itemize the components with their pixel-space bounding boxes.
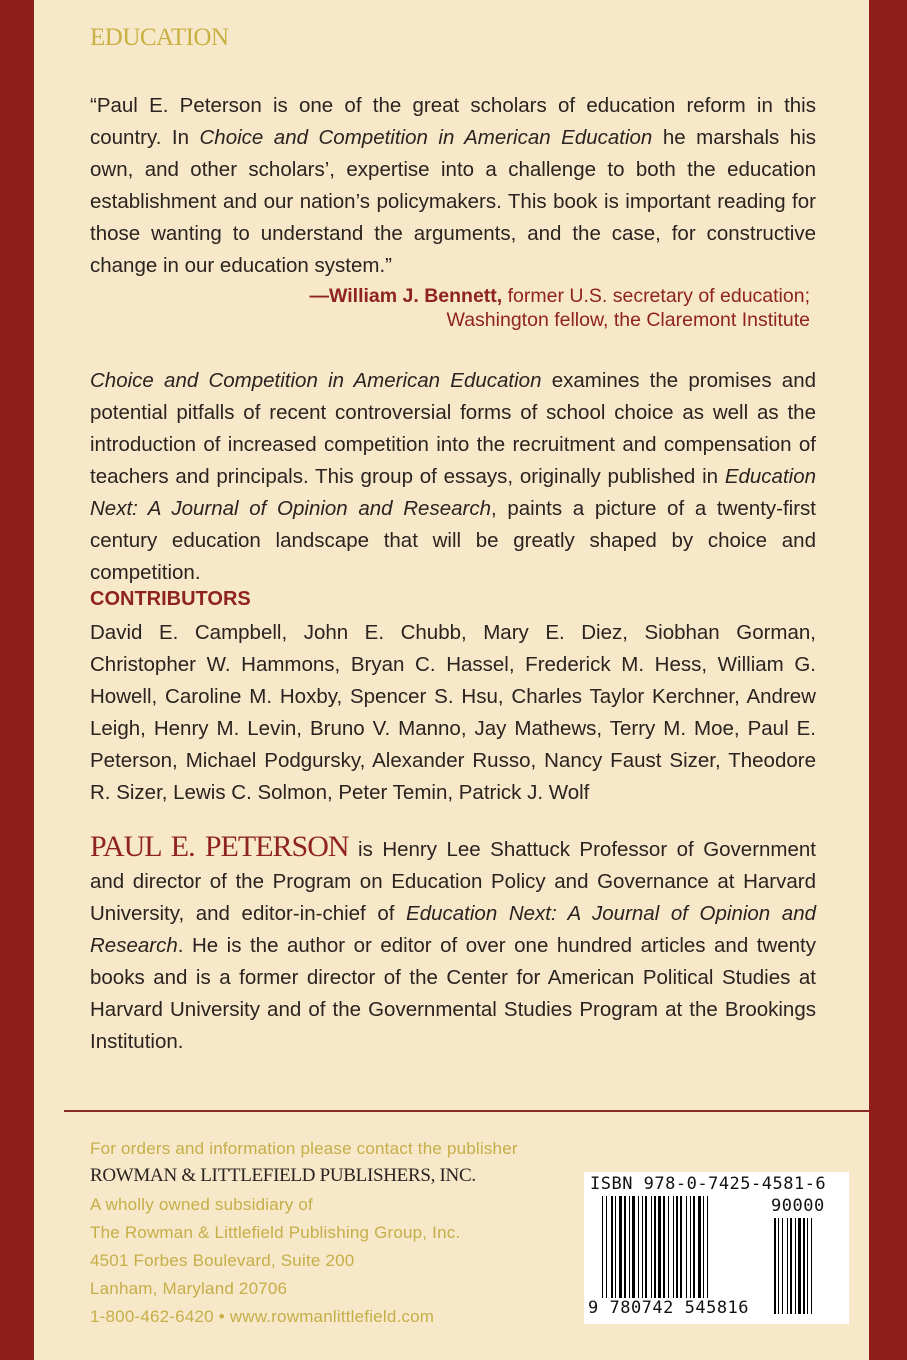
publisher-intro: For orders and information please contact the publisher <box>90 1139 518 1158</box>
barcode-bar <box>668 1196 669 1314</box>
divider <box>64 1110 869 1112</box>
price-barcode-bar <box>782 1218 783 1314</box>
ean-digits: 9 780742 545816 <box>588 1298 750 1318</box>
endorser-affiliation: Washington fellow, the Claremont Institute <box>446 309 810 331</box>
price-barcode-bar <box>795 1218 796 1314</box>
barcode-bar <box>632 1196 635 1314</box>
author-name: PAUL E. PETERSON <box>90 830 349 863</box>
left-border <box>0 0 34 1360</box>
price-barcode-bar <box>811 1218 812 1314</box>
endorsement-quote: “Paul E. Peterson is one of the great scholars of education reform in this country. In Choice and Competition in American Education he marshals his own, and other scholars’, expertise into a challenge to both the education establishment and our nation’s policymakers. This book is important reading for those wanting to understand the arguments, and the case, for constructive change in our education system.” <box>90 94 816 277</box>
barcode-bar <box>645 1196 647 1314</box>
price-barcode-bar <box>803 1218 805 1314</box>
contributors-heading: CONTRIBUTORS <box>90 588 251 610</box>
barcode-bar <box>611 1196 613 1314</box>
barcode <box>584 1172 849 1324</box>
publisher-subsidiary: A wholly owned subsidiary of <box>90 1195 313 1214</box>
barcode-bar <box>698 1196 701 1314</box>
barcode-bar <box>615 1196 616 1314</box>
barcode-bar <box>673 1196 674 1314</box>
description-journal: Education Next: A Journal of Opinion and Research <box>90 465 816 520</box>
barcode-bar <box>602 1196 603 1314</box>
category-label: EDUCATION <box>90 24 229 51</box>
barcode-bar <box>690 1196 691 1314</box>
price-barcode-bar <box>778 1218 779 1314</box>
price-barcode-bar <box>787 1218 788 1314</box>
barcode-bar <box>680 1196 682 1314</box>
price-barcode-bar <box>798 1218 801 1314</box>
barcode-bar <box>619 1196 622 1314</box>
barcode-bar <box>624 1196 626 1314</box>
barcode-bar <box>651 1196 652 1314</box>
publisher-name: ROWMAN & LITTLEFIELD PUBLISHERS, INC. <box>90 1165 476 1186</box>
barcode-bar <box>658 1196 661 1314</box>
publisher-contact: 1-800-462-6420 • www.rowmanlittlefield.com <box>90 1307 435 1326</box>
barcode-bar <box>606 1196 607 1314</box>
price-barcode-bar <box>790 1218 792 1314</box>
book-description: Choice and Competition in American Education examines the promises and potential pitfalls of recent controversial forms of school choice as well as the introduction of increased competition into the recruitment and compensation of teachers and principals. This group of essays, originally published in Education Next: A Journal of Opinion and Research, paints a picture of a twenty-first century education landscape that will be greatly shaped by choice and competition. <box>90 369 816 584</box>
publisher-city: Lanham, Maryland 20706 <box>90 1279 288 1298</box>
barcode-bar <box>676 1196 678 1314</box>
right-border <box>869 0 907 1360</box>
barcode-bar <box>707 1196 708 1314</box>
barcode-bar <box>663 1196 665 1314</box>
publisher-street: 4501 Forbes Boulevard, Suite 200 <box>90 1251 355 1270</box>
author-bio: PAUL E. PETERSON is Henry Lee Shattuck Professor of Government and director of the Program on Education Policy and Governance at Harvard University, and editor-in-chief of Education Next: A Journal of Opinion and Research. He is the author or editor of over one hundred articles and twenty books and is a former director of the Center for American Political Studies at Harvard University and of the Governmental Studies Program at the Brookings Institution. <box>90 830 817 1053</box>
barcode-bar <box>638 1196 639 1314</box>
endorser-name: —William J. Bennett, <box>309 285 503 307</box>
bio-journal: Education Next: A Journal of Opinion and Research <box>90 902 817 957</box>
barcode-bar <box>629 1196 630 1314</box>
quote-book-title: Choice and Competition in American Education <box>199 126 653 149</box>
description-book-title: Choice and Competition in American Education <box>90 369 542 392</box>
barcode-bar <box>693 1196 695 1314</box>
price-code: 90000 <box>771 1196 825 1216</box>
endorser-role: former U.S. secretary of education; <box>502 285 810 307</box>
price-barcode-bar <box>807 1218 808 1314</box>
publisher-group: The Rowman & Littlefield Publishing Group, Inc. <box>90 1223 461 1242</box>
barcode-bar <box>703 1196 704 1314</box>
endorsement-attribution <box>230 284 810 332</box>
barcode-bar <box>642 1196 643 1314</box>
barcode-bar <box>686 1196 687 1314</box>
price-barcode-bar <box>774 1218 776 1314</box>
contributors-list: David E. Campbell, John E. Chubb, Mary E. Diez, Siobhan Gorman, Christopher W. Hammons, Bryan C. Hassel, Frederick M. Hess, William G. Howell, Caroline M. Hoxby, Spencer S. Hsu, Charles Taylor Kerchner, Andrew Leigh, Henry M. Levin, Bruno V. Manno, Jay Mathews, Terry M. Moe, Paul E. Peterson, Michael Podgursky, Alexander Russo, Nancy Faust Sizer, Theodore R. Sizer, Lewis C. Solmon, Peter Temin, Patrick J. Wolf <box>90 621 816 804</box>
isbn-text: ISBN 978-0-7425-4581-6 <box>590 1174 827 1194</box>
barcode-bar <box>654 1196 656 1314</box>
